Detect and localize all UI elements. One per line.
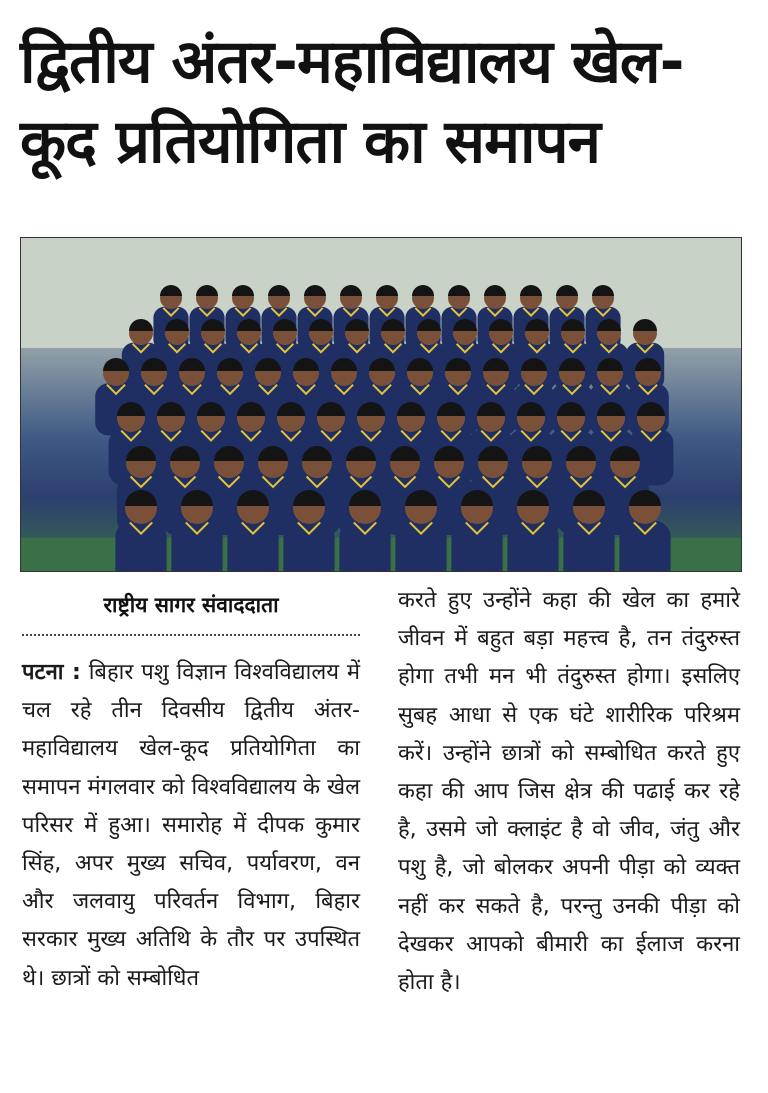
player-torso: [339, 521, 390, 571]
player-torso: [227, 521, 278, 571]
player-torso: [283, 521, 334, 571]
article-body-right: करते हुए उन्होंने कहा की खेल का हमारे जीवन में बहुत बड़ा महत्त्व है, तन तंदुरुस्त होगा तभी मन भी तंदुरुस्त होगा। इसलिए सुबह आधा से एक घंटे शारीरिक परिश्रम करें। उन्होंने छात्रों को सम्बोधित करते हुए कहा की आप जिस क्षेत्र की पढाई कर रहे है, उसमे जो क्लाइंट है वो जीव, जंतु और पशु है, जो बोलकर अपनी पीड़ा को व्यक्त नहीं कर सकते है, परन्तु उनकी पीड़ा को देखकर आपको बीमारी का ईलाज करना होता है।: [398, 588, 740, 996]
team-group-photo: [20, 237, 742, 572]
byline-divider: [22, 634, 360, 636]
player-torso: [171, 521, 222, 571]
crowd-illustration: [21, 238, 741, 571]
article-column-right: [398, 582, 740, 1002]
player-torso: [115, 521, 166, 571]
player-torso: [395, 521, 446, 571]
article-column-left: [22, 654, 360, 998]
headline: द्वितीय अंतर-महाविद्यालय खेल-कूद प्रतियोगिता का समापन: [20, 27, 684, 177]
player-torso: [451, 521, 502, 571]
player-torso: [507, 521, 558, 571]
byline: राष्ट्रीय सागर संवाददाता: [103, 593, 279, 617]
player-torso: [563, 521, 614, 571]
article-body-left: बिहार पशु विज्ञान विश्वविद्यालय में चल रहे तीन दिवसीय द्वितीय अंतर-महाविद्यालय खेल-कूद प्रतियोगिता का समापन मंगलवार को विश्वविद्यालय के खेल परिसर में हुआ। समारोह में दीपक कुमार सिंह, अपर मुख्य सचिव, पर्यावरण, वन और जलवायु परिवर्तन विभाग, बिहार सरकार मुख्य अतिथि के तौर पर उपस्थित थे। छात्रों को सम्बोधित: [22, 660, 361, 991]
player-torso: [619, 521, 670, 571]
dateline: पटना :: [22, 660, 81, 685]
